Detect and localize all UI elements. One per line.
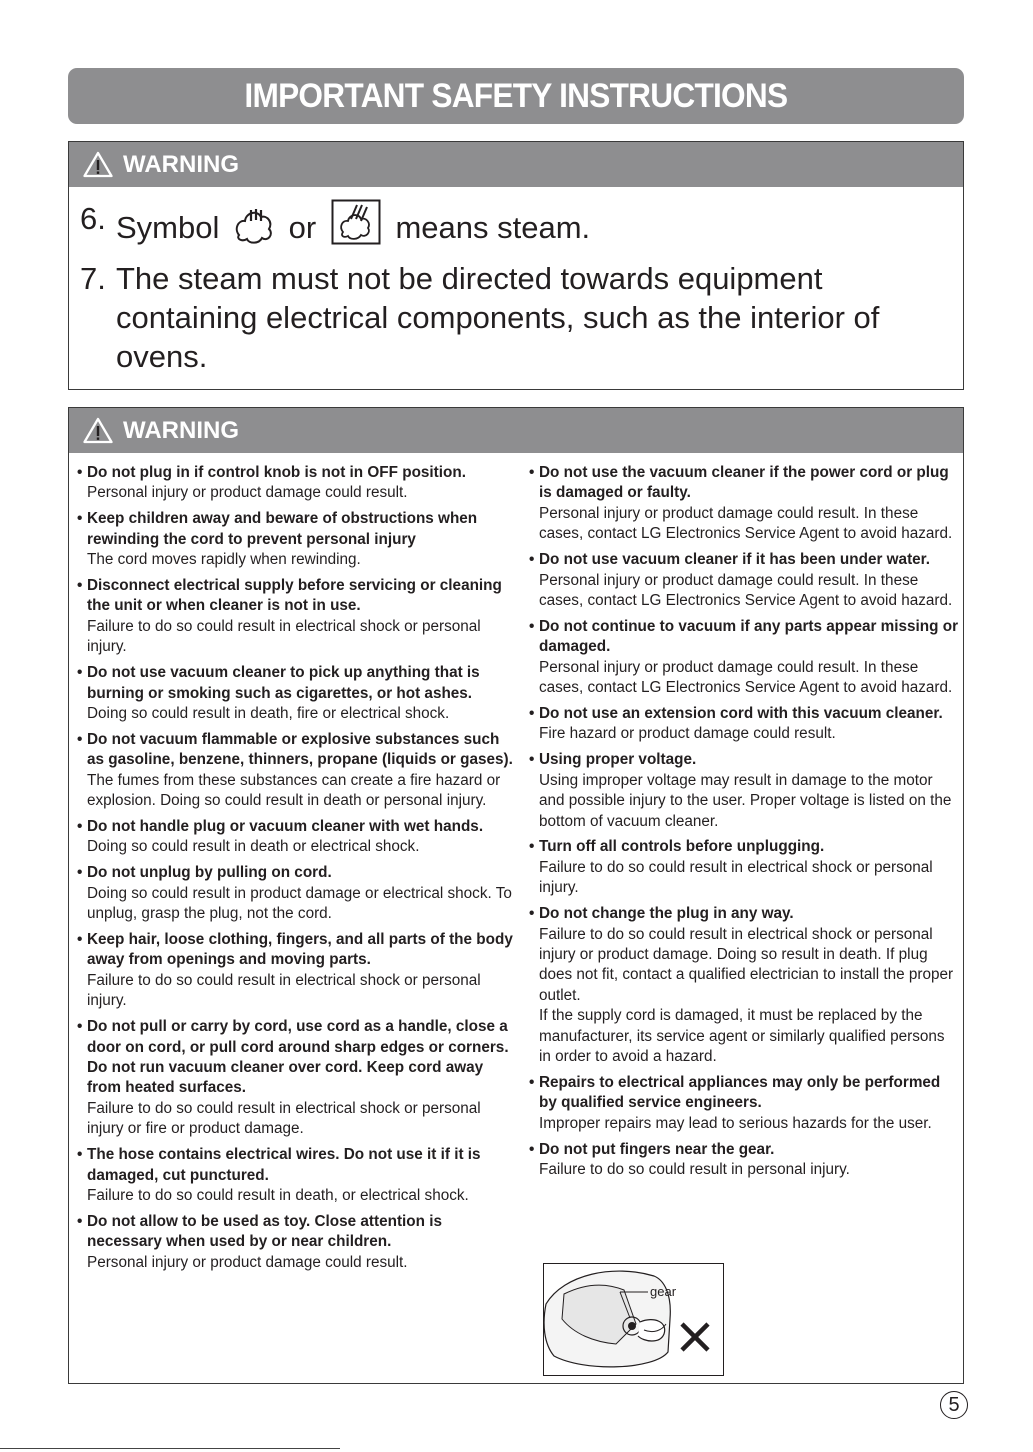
bullet: • (529, 838, 535, 856)
instruction-heading: Do not handle plug or vacuum cleaner with wet hands. (87, 818, 484, 835)
instruction-body (87, 509, 513, 570)
instruction-item (529, 463, 959, 545)
warning-triangle-icon (83, 417, 113, 444)
instruction-heading: The hose contains electrical wires. Do not use it if it is damaged, cut punctured. (87, 1146, 481, 1184)
instruction-body (87, 1017, 513, 1139)
instruction-detail: Failure to do so could result in electrical shock or personal injury or product damage. Doing so result in death. If plug does not fit, contact a qualified electrician to install the proper outlet. (539, 925, 954, 1004)
instruction-detail: Failure to do so could result in death, or electrical shock. (87, 1186, 469, 1204)
instruction-body (539, 550, 959, 611)
steam-button-icon (331, 199, 381, 245)
instruction-body (539, 904, 959, 1067)
instruction-detail: Doing so could result in death or electrical shock. (87, 838, 420, 856)
instruction-heading: Do not pull or carry by cord, use cord as a handle, close a door on cord, or pull cord around sharp edges or corners. Do not run vacuum cleaner over cord. Keep cord away from heated surfaces. (87, 1018, 509, 1097)
bullet: • (529, 617, 535, 635)
instruction-body (539, 1073, 959, 1134)
instruction-body (87, 1145, 513, 1206)
instruction-body (539, 750, 959, 832)
instruction-6 (80, 199, 963, 247)
instruction-item (77, 1145, 513, 1206)
item-text: The steam must not be directed towards equipment containing electrical components, such as the interior of ovens. (116, 261, 880, 374)
instruction-7 (80, 259, 963, 376)
symbol-label: Symbol (116, 210, 220, 245)
instruction-heading: Keep children away and beware of obstructions when rewinding the cord to prevent personal injury (87, 510, 478, 548)
bullet: • (529, 905, 535, 923)
item-text (116, 199, 963, 247)
instruction-body (539, 617, 959, 699)
instruction-heading: Using proper voltage. (539, 751, 697, 769)
title-banner (68, 68, 964, 124)
instruction-item (77, 1212, 513, 1273)
page-title: IMPORTANT SAFETY INSTRUCTIONS (244, 76, 788, 115)
item-number: 6. (80, 201, 106, 236)
steam-icon (234, 207, 274, 245)
left-column (77, 463, 513, 1279)
instruction-item (529, 1073, 959, 1134)
instruction-item (77, 817, 513, 858)
bullet: • (529, 1140, 535, 1158)
bullet: • (77, 864, 83, 882)
instruction-detail: Using improper voltage may result in damage to the motor and possible injury to the user. Proper voltage is listed on the bottom of vacuum cleaner. (539, 771, 952, 830)
bullet: • (77, 510, 83, 528)
warning-box-steam (68, 141, 964, 390)
instruction-heading: Do not allow to be used as toy. Close attention is necessary when used by or near children. (87, 1212, 442, 1251)
instruction-body (87, 663, 513, 724)
instruction-item (529, 704, 959, 745)
instruction-detail: Failure to do so could result in electrical shock or personal injury or fire or product damage. (87, 1099, 481, 1138)
instruction-body (87, 1212, 513, 1273)
instruction-detail: The cord moves rapidly when rewinding. (87, 551, 361, 569)
instruction-body (87, 576, 513, 658)
instruction-detail: Doing so could result in death, fire or electrical shock. (87, 704, 450, 722)
bullet: • (529, 704, 535, 722)
page-number: 5 (940, 1391, 968, 1419)
bullet: • (529, 751, 535, 769)
bullet: • (529, 1073, 535, 1091)
bullet: • (77, 818, 83, 835)
instruction-heading: Do not change the plug in any way. (539, 905, 794, 923)
instruction-item (77, 663, 513, 724)
instruction-item (77, 576, 513, 658)
gear-label: gear (650, 1284, 677, 1299)
bullet: • (77, 1018, 83, 1036)
warning-header (69, 408, 963, 453)
warning-label: WARNING (123, 416, 239, 444)
warning-header (69, 142, 963, 187)
instruction-item (77, 1017, 513, 1139)
instruction-item (77, 863, 513, 924)
instruction-detail: Failure to do so could result in electrical shock or personal injury. (539, 858, 933, 897)
instruction-item (529, 837, 959, 898)
instruction-item (529, 617, 959, 699)
warning-triangle-icon (83, 151, 113, 178)
instruction-detail: Doing so could result in product damage or electrical shock. To unplug, grasp the plug, not the cord. (87, 884, 512, 923)
instruction-heading: Turn off all controls before unplugging. (539, 838, 825, 856)
instruction-heading: Do not unplug by pulling on cord. (87, 864, 332, 882)
instruction-detail: If the supply cord is damaged, it must be replaced by the manufacturer, its service agent or similarly qualified persons in order to avoid a hazard. (539, 1007, 945, 1065)
instruction-body (87, 730, 513, 812)
instruction-detail: Failure to do so could result in personal injury. (539, 1161, 850, 1178)
instruction-heading: Do not continue to vacuum if any parts appear missing or damaged. (539, 617, 959, 656)
instruction-heading: Keep hair, loose clothing, fingers, and all parts of the body away from openings and moving parts. (87, 931, 513, 969)
instruction-item (529, 750, 959, 832)
instruction-body (539, 837, 959, 898)
instruction-detail: Failure to do so could result in electrical shock or personal injury. (87, 617, 481, 656)
footer-rule (0, 1448, 340, 1449)
instruction-item (529, 550, 959, 611)
instruction-body (539, 1140, 959, 1181)
warning-box-safety (68, 407, 964, 1384)
instruction-item (77, 730, 513, 812)
steam-instructions (69, 187, 963, 376)
instruction-body (87, 930, 513, 1012)
instruction-body (539, 463, 959, 545)
bullet: • (77, 1146, 83, 1164)
instruction-item (77, 509, 513, 570)
bullet: • (529, 551, 535, 569)
right-column (529, 463, 959, 1186)
instruction-heading: Repairs to electrical appliances may only be performed by qualified service engineers. (539, 1073, 941, 1112)
instruction-heading: Do not use vacuum cleaner to pick up anything that is burning or smoking such as cigarettes, or hot ashes. (87, 664, 480, 702)
instruction-heading: Do not use vacuum cleaner if it has been under water. (539, 551, 931, 569)
instruction-detail: Improper repairs may lead to serious hazards for the user. (539, 1114, 932, 1132)
bullet: • (77, 577, 83, 595)
bullet: • (77, 664, 83, 682)
instruction-detail: The fumes from these substances can create a fire hazard or explosion. Doing so could result in death or personal injury. (87, 771, 501, 810)
instruction-detail: Personal injury or product damage could result. In these cases, contact LG Electronics Service Agent to avoid hazard. (539, 571, 953, 609)
warning-label: WARNING (123, 150, 239, 178)
gear-illustration (543, 1263, 724, 1376)
instruction-detail: Personal injury or product damage could result. In these cases, contact LG Electronics Service Agent to avoid hazard. (539, 658, 953, 697)
or-label: or (288, 210, 317, 245)
instruction-heading: Do not use the vacuum cleaner if the power cord or plug is damaged or faulty. (539, 464, 949, 502)
instruction-heading: Do not vacuum flammable or explosive substances such as gasoline, benzene, thinners, propane (liquids or gases). (87, 730, 513, 769)
instruction-item (529, 904, 959, 1067)
prohibited-x-icon (678, 1320, 712, 1354)
instruction-body (539, 704, 959, 745)
instruction-body (87, 817, 513, 858)
instruction-detail: Personal injury or product damage could result. (87, 484, 408, 502)
instruction-detail: Fire hazard or product damage could result. (539, 725, 836, 743)
instruction-item (77, 930, 513, 1012)
instruction-item (529, 1140, 959, 1181)
bullet: • (77, 1212, 83, 1230)
instruction-heading: Do not use an extension cord with this vacuum cleaner. (539, 704, 943, 722)
bullet: • (77, 730, 83, 748)
instruction-item (77, 463, 513, 504)
instruction-heading: Do not put fingers near the gear. (539, 1140, 775, 1158)
instruction-heading: Do not plug in if control knob is not in OFF position. (87, 464, 466, 481)
instruction-detail: Failure to do so could result in electrical shock or personal injury. (87, 971, 481, 1010)
bullet: • (529, 464, 535, 481)
instruction-detail: Personal injury or product damage could result. (87, 1253, 408, 1271)
bullet: • (77, 931, 83, 949)
instruction-body (87, 463, 513, 504)
means-label: means steam. (395, 210, 591, 245)
instruction-detail: Personal injury or product damage could result. In these cases, contact LG Electronics Service Agent to avoid hazard. (539, 504, 953, 543)
bullet: • (77, 464, 83, 481)
instruction-heading: Disconnect electrical supply before servicing or cleaning the unit or when cleaner is not in use. (87, 577, 502, 615)
instruction-body (87, 863, 513, 924)
item-number: 7. (80, 261, 106, 296)
